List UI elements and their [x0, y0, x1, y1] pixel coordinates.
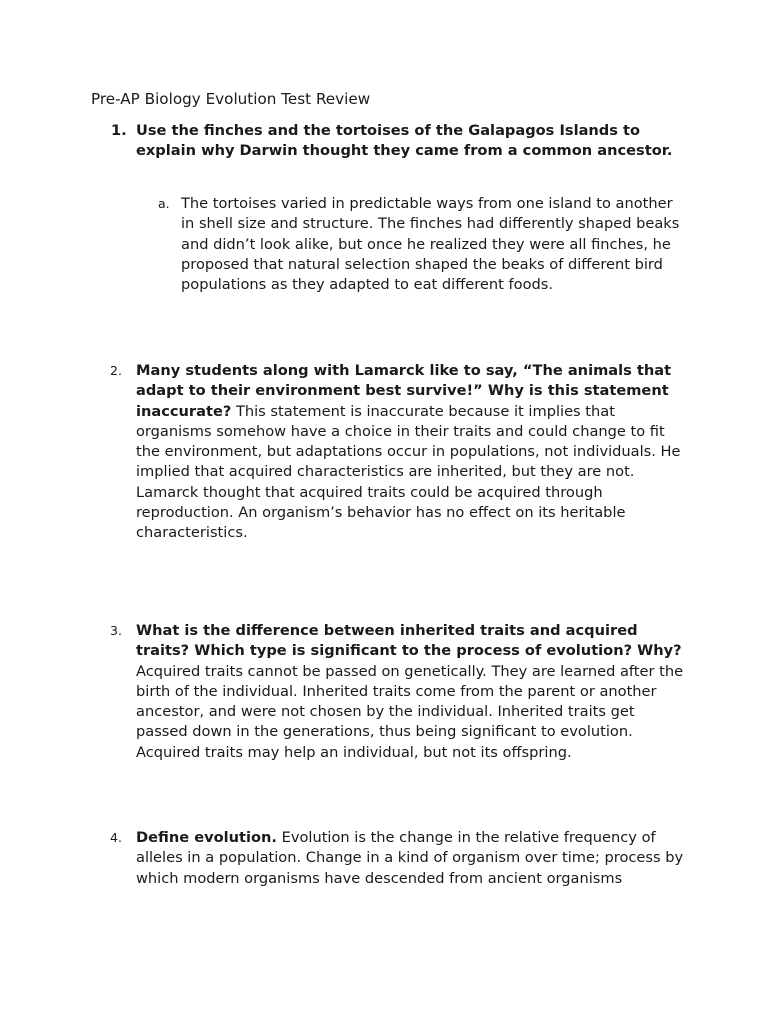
question-answer: This statement is inaccurate because it implies that organisms somehow have a choice in their traits and could change to fit the environment, but adaptations occur in populations, not individuals. He implied that acquired characteristics are inherited, but they are not. Lamarck thought that acquired traits could be acquired through reproduction. An organism’s behavior has no effect on its heritable characteristics.	[136, 402, 681, 542]
question-number: 4.	[110, 830, 122, 845]
question-4	[110, 828, 684, 889]
question-prompt: What is the difference between inherited traits and acquired traits? Which type is significant to the process of evolution? Why?	[136, 622, 682, 660]
question-prompt: Many students along with Lamarck like to say, “The animals that adapt to their environment best survive!” Why is this statement inaccurate?	[136, 362, 672, 420]
question-number: 3.	[110, 623, 122, 638]
question-prompt: Use the finches and the tortoises of the Galapagos Islands to explain why Darwin thought they came from a common ancestor.	[136, 122, 673, 160]
answer-text: The tortoises varied in predictable ways from one island to another in shell size and structure. The finches had differently shaped beaks and didn’t look alike, but once he realized they were all finches, he proposed that natural selection shaped the beaks of different bird populations as they adapted to eat different foods.	[181, 195, 680, 294]
question-3	[110, 621, 684, 763]
question-answer: Acquired traits cannot be passed on genetically. They are learned after the birth of the individual. Inherited traits come from the parent or another ancestor, and were not chosen by the individual. Inherited traits get passed down in the generations, thus being significant to evolution. Acquired traits may help an individual, but not its offspring.	[136, 662, 684, 761]
question-number: 1.	[111, 122, 127, 139]
answer-marker: a.	[158, 196, 170, 211]
question-number: 2.	[110, 363, 122, 378]
question-answer: Evolution is the change in the relative frequency of alleles in a population. Change in a kind of organism over time; process by which modern organisms have descended from ancient organisms	[136, 829, 684, 887]
question-1	[111, 121, 684, 162]
question-1-answer-a	[158, 194, 681, 295]
question-prompt: Define evolution.	[136, 829, 277, 846]
document-title: Pre-AP Biology Evolution Test Review	[91, 90, 371, 108]
question-2	[110, 361, 684, 544]
